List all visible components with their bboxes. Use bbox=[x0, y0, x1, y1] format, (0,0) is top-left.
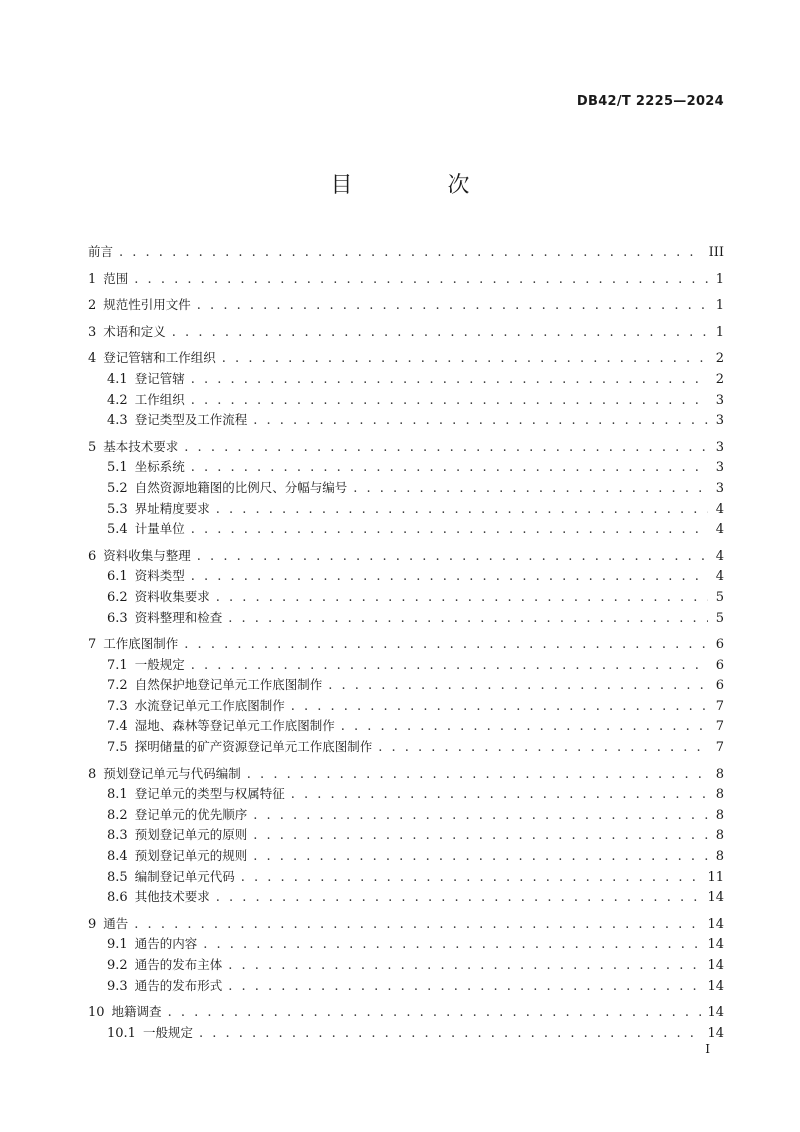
toc-entry-number: 9.3 bbox=[107, 978, 128, 994]
toc-entry-page: 7 bbox=[715, 740, 724, 756]
toc-entry-number: 6.1 bbox=[107, 569, 128, 585]
toc-entry-number: 7 bbox=[88, 637, 97, 653]
toc-entry-number: 5.1 bbox=[107, 460, 128, 476]
toc-entry-title: 登记类型及工作流程 bbox=[134, 412, 248, 428]
toc-subentry[interactable] bbox=[88, 566, 724, 587]
toc-subentry[interactable] bbox=[88, 887, 724, 908]
toc-leader-dots bbox=[216, 590, 708, 605]
toc-leader-dots bbox=[328, 678, 708, 693]
toc-entry[interactable] bbox=[88, 295, 724, 316]
toc-entry[interactable] bbox=[88, 1002, 724, 1023]
toc-entry-title: 基本技术要求 bbox=[103, 438, 179, 454]
toc-entry-page: 4 bbox=[715, 569, 724, 585]
toc-leader-dots bbox=[197, 298, 708, 313]
toc-entry-number: 4 bbox=[88, 351, 97, 367]
toc-entry-page: 8 bbox=[715, 849, 724, 865]
toc-entry-title: 工作组织 bbox=[134, 391, 185, 407]
page-number: I bbox=[705, 1042, 710, 1056]
toc-entry-title: 术语和定义 bbox=[103, 323, 166, 339]
toc-subentry[interactable] bbox=[88, 478, 724, 499]
toc-leader-dots bbox=[134, 272, 708, 287]
toc-entry-number: 5.3 bbox=[107, 501, 128, 517]
toc-entry-title: 其他技术要求 bbox=[134, 889, 210, 905]
toc-subentry[interactable] bbox=[88, 675, 724, 696]
toc-entry-page: III bbox=[708, 245, 724, 260]
toc-entry-title: 前言 bbox=[88, 244, 114, 259]
toc-leader-dots bbox=[228, 611, 708, 626]
toc-entry-page: 14 bbox=[707, 978, 724, 994]
toc-subentry[interactable] bbox=[88, 696, 724, 717]
toc-entry-title: 湿地、森林等登记单元工作底图制作 bbox=[134, 718, 335, 734]
toc-entry-title: 预划登记单元的原则 bbox=[134, 827, 248, 843]
toc-entry-page: 14 bbox=[707, 958, 724, 973]
toc-subentry[interactable] bbox=[88, 587, 724, 608]
toc-entry[interactable] bbox=[88, 634, 724, 655]
toc-entry-number: 8.6 bbox=[107, 890, 128, 906]
toc-entry-page: 8 bbox=[715, 807, 724, 823]
toc-entry-title: 自然保护地登记单元工作底图制作 bbox=[134, 677, 323, 693]
toc-entry-page: 4 bbox=[715, 522, 724, 538]
toc-entry-title: 登记单元的类型与权属特征 bbox=[134, 786, 285, 802]
toc-entry-title: 一般规定 bbox=[134, 656, 185, 672]
toc-leader-dots bbox=[253, 808, 708, 823]
toc-entry-number: 6 bbox=[88, 548, 97, 564]
toc-entry-number: 9.2 bbox=[107, 958, 128, 973]
toc-entry-title: 登记管辖 bbox=[134, 370, 185, 386]
toc-entry[interactable] bbox=[88, 322, 724, 343]
toc-entry-page: 6 bbox=[715, 678, 724, 694]
toc-entry-title: 自然资源地籍图的比例尺、分幅与编号 bbox=[134, 479, 348, 495]
toc-subentry[interactable] bbox=[88, 955, 724, 976]
toc-leader-dots bbox=[216, 890, 702, 905]
toc-entry-title: 登记单元的优先顺序 bbox=[134, 806, 248, 822]
toc-entry-title: 登记管辖和工作组织 bbox=[103, 350, 216, 366]
toc-leader-dots bbox=[119, 245, 703, 260]
toc-entry-number: 5 bbox=[88, 439, 97, 455]
toc-subentry[interactable] bbox=[88, 737, 724, 758]
toc-leader-dots bbox=[191, 658, 708, 673]
toc-entry-page: 14 bbox=[707, 890, 724, 906]
toc-leader-dots bbox=[341, 719, 708, 734]
toc-leader-dots bbox=[228, 958, 701, 973]
toc-subentry[interactable] bbox=[88, 457, 724, 478]
toc-entry-number: 8.1 bbox=[107, 787, 128, 803]
toc-entry-number: 4.2 bbox=[107, 392, 128, 408]
toc-entry[interactable] bbox=[88, 437, 724, 458]
toc-entry-page: 3 bbox=[715, 439, 724, 455]
toc-entry-page: 7 bbox=[715, 698, 724, 714]
toc-leader-dots bbox=[172, 325, 708, 340]
toc-subentry[interactable] bbox=[88, 825, 724, 846]
toc-entry-title: 界址精度要求 bbox=[134, 500, 210, 516]
toc-leader-dots bbox=[168, 1005, 702, 1020]
toc-entry-title: 探明储量的矿产资源登记单元工作底图制作 bbox=[134, 739, 373, 755]
toc-subentry[interactable] bbox=[88, 499, 724, 520]
toc-entry-page: 6 bbox=[715, 657, 724, 673]
toc-subentry[interactable] bbox=[88, 369, 724, 390]
toc-entry-page: 14 bbox=[707, 1005, 724, 1021]
toc-leader-dots bbox=[216, 502, 708, 517]
toc-leader-dots bbox=[253, 828, 708, 843]
toc-entry-page: 2 bbox=[715, 351, 724, 367]
toc-leader-dots bbox=[241, 870, 702, 885]
toc-entry-number: 4.3 bbox=[107, 413, 128, 429]
toc-entry-title: 规范性引用文件 bbox=[103, 297, 191, 313]
toc-leader-dots bbox=[191, 460, 708, 475]
toc-entry-title: 资料类型 bbox=[134, 568, 185, 584]
table-of-contents bbox=[88, 242, 724, 1043]
toc-entry-page: 8 bbox=[715, 766, 724, 782]
toc-entry-title: 资料收集要求 bbox=[134, 588, 210, 604]
toc-entry-page: 5 bbox=[715, 589, 724, 605]
toc-entry-page: 1 bbox=[715, 271, 724, 287]
toc-entry-page: 5 bbox=[715, 610, 724, 626]
toc-entry[interactable] bbox=[88, 914, 724, 935]
toc-subentry[interactable] bbox=[88, 519, 724, 540]
toc-entry-page: 6 bbox=[715, 637, 724, 653]
toc-entry-number: 3 bbox=[88, 324, 97, 340]
toc-subentry[interactable] bbox=[88, 716, 724, 737]
toc-leader-dots bbox=[222, 351, 708, 366]
toc-entry-page: 4 bbox=[715, 501, 724, 517]
toc-entry-number: 4.1 bbox=[107, 371, 128, 387]
toc-entry-title: 通告的发布主体 bbox=[134, 957, 223, 972]
toc-leader-dots bbox=[253, 849, 708, 864]
toc-entry-number: 7.4 bbox=[107, 719, 128, 735]
toc-leader-dots bbox=[191, 393, 708, 408]
toc-entry-page: 14 bbox=[707, 1025, 724, 1041]
toc-entry-page: 14 bbox=[707, 937, 724, 953]
toc-subentry[interactable] bbox=[88, 867, 724, 888]
toc-entry-title: 通告 bbox=[103, 915, 129, 931]
toc-subentry[interactable] bbox=[88, 608, 724, 629]
toc-subentry[interactable] bbox=[88, 410, 724, 431]
toc-entry-page: 2 bbox=[715, 371, 724, 387]
toc-entry-page: 3 bbox=[715, 480, 724, 496]
toc-subentry[interactable] bbox=[88, 934, 724, 955]
toc-leader-dots bbox=[247, 767, 708, 782]
toc-leader-dots bbox=[199, 1026, 701, 1041]
toc-entry-number: 7.1 bbox=[107, 657, 128, 673]
toc-leader-dots bbox=[291, 699, 708, 714]
toc-entry-title: 资料收集与整理 bbox=[103, 547, 191, 563]
toc-leader-dots bbox=[191, 569, 708, 584]
toc-entry-page: 1 bbox=[715, 324, 724, 340]
toc-subentry[interactable] bbox=[88, 655, 724, 676]
toc-entry-page: 3 bbox=[715, 392, 724, 408]
toc-leader-dots bbox=[203, 937, 701, 952]
toc-leader-dots bbox=[184, 440, 708, 455]
toc-subentry[interactable] bbox=[88, 784, 724, 805]
toc-entry-number: 8.5 bbox=[107, 869, 128, 885]
toc-entry-number: 1 bbox=[88, 271, 97, 287]
toc-entry[interactable] bbox=[88, 269, 724, 290]
toc-subentry[interactable] bbox=[88, 1023, 724, 1044]
toc-entry-number: 2 bbox=[88, 298, 97, 314]
toc-leader-dots bbox=[134, 917, 701, 932]
toc-entry-number: 9 bbox=[88, 916, 97, 932]
toc-entry-number: 5.2 bbox=[107, 480, 128, 496]
toc-entry-page: 4 bbox=[715, 548, 724, 564]
toc-entry-title: 资料整理和检查 bbox=[134, 609, 223, 625]
toc-entry-title: 通告的发布形式 bbox=[134, 977, 223, 993]
toc-leader-dots bbox=[353, 481, 708, 496]
toc-leader-dots bbox=[184, 637, 708, 652]
toc-leader-dots bbox=[191, 372, 708, 387]
toc-entry-title: 通告的内容 bbox=[134, 936, 198, 952]
toc-entry-title: 水流登记单元工作底图制作 bbox=[134, 697, 285, 713]
toc-entry[interactable] bbox=[88, 546, 724, 567]
toc-entry-title: 预划登记单元与代码编制 bbox=[103, 765, 241, 781]
toc-leader-dots bbox=[378, 740, 708, 755]
toc-entry-page: 8 bbox=[715, 828, 724, 844]
toc-entry-number: 10 bbox=[88, 1005, 105, 1021]
toc-entry-number: 8.4 bbox=[107, 849, 128, 865]
toc-leader-dots bbox=[253, 413, 708, 428]
toc-entry-page: 8 bbox=[715, 787, 724, 803]
toc-entry-page: 11 bbox=[707, 869, 724, 885]
toc-entry-number: 9.1 bbox=[107, 937, 128, 953]
toc-entry-page: 1 bbox=[715, 298, 724, 314]
toc-entry-number: 8.3 bbox=[107, 828, 128, 844]
toc-subentry[interactable] bbox=[88, 390, 724, 411]
toc-entry-title: 工作底图制作 bbox=[103, 636, 179, 652]
toc-subentry[interactable] bbox=[88, 976, 724, 997]
toc-entry-number: 10.1 bbox=[107, 1025, 136, 1041]
toc-entry-title: 预划登记单元的规则 bbox=[134, 848, 248, 864]
toc-entry-title: 编制登记单元代码 bbox=[134, 868, 235, 884]
toc-entry-title: 范围 bbox=[103, 270, 129, 286]
toc-entry-number: 5.4 bbox=[107, 522, 128, 538]
toc-entry[interactable] bbox=[88, 764, 724, 785]
toc-entry-number: 6.3 bbox=[107, 610, 128, 626]
toc-leader-dots bbox=[197, 549, 708, 564]
toc-entry[interactable] bbox=[88, 242, 724, 263]
toc-subentry[interactable] bbox=[88, 805, 724, 826]
toc-leader-dots bbox=[228, 979, 701, 994]
toc-entry-title: 计量单位 bbox=[134, 521, 185, 537]
toc-entry-number: 8.2 bbox=[107, 807, 128, 823]
toc-entry-number: 6.2 bbox=[107, 589, 128, 605]
toc-entry-number: 7.3 bbox=[107, 698, 128, 714]
toc-entry-number: 7.2 bbox=[107, 678, 128, 694]
toc-subentry[interactable] bbox=[88, 846, 724, 867]
toc-entry-number: 8 bbox=[88, 766, 97, 782]
document-code: DB42/T 2225—2024 bbox=[576, 94, 724, 109]
toc-entry-title: 地籍调查 bbox=[111, 1004, 162, 1020]
toc-entry-page: 3 bbox=[715, 460, 724, 476]
toc-entry-title: 一般规定 bbox=[142, 1024, 193, 1040]
toc-entry[interactable] bbox=[88, 348, 724, 369]
toc-entry-page: 3 bbox=[715, 413, 724, 429]
toc-entry-page: 7 bbox=[715, 719, 724, 735]
toc-leader-dots bbox=[191, 522, 708, 537]
page-title: 目 次 bbox=[330, 173, 514, 198]
toc-entry-title: 坐标系统 bbox=[134, 459, 185, 475]
toc-entry-page: 14 bbox=[707, 916, 724, 932]
toc-entry-number: 7.5 bbox=[107, 740, 128, 756]
toc-leader-dots bbox=[291, 787, 708, 802]
